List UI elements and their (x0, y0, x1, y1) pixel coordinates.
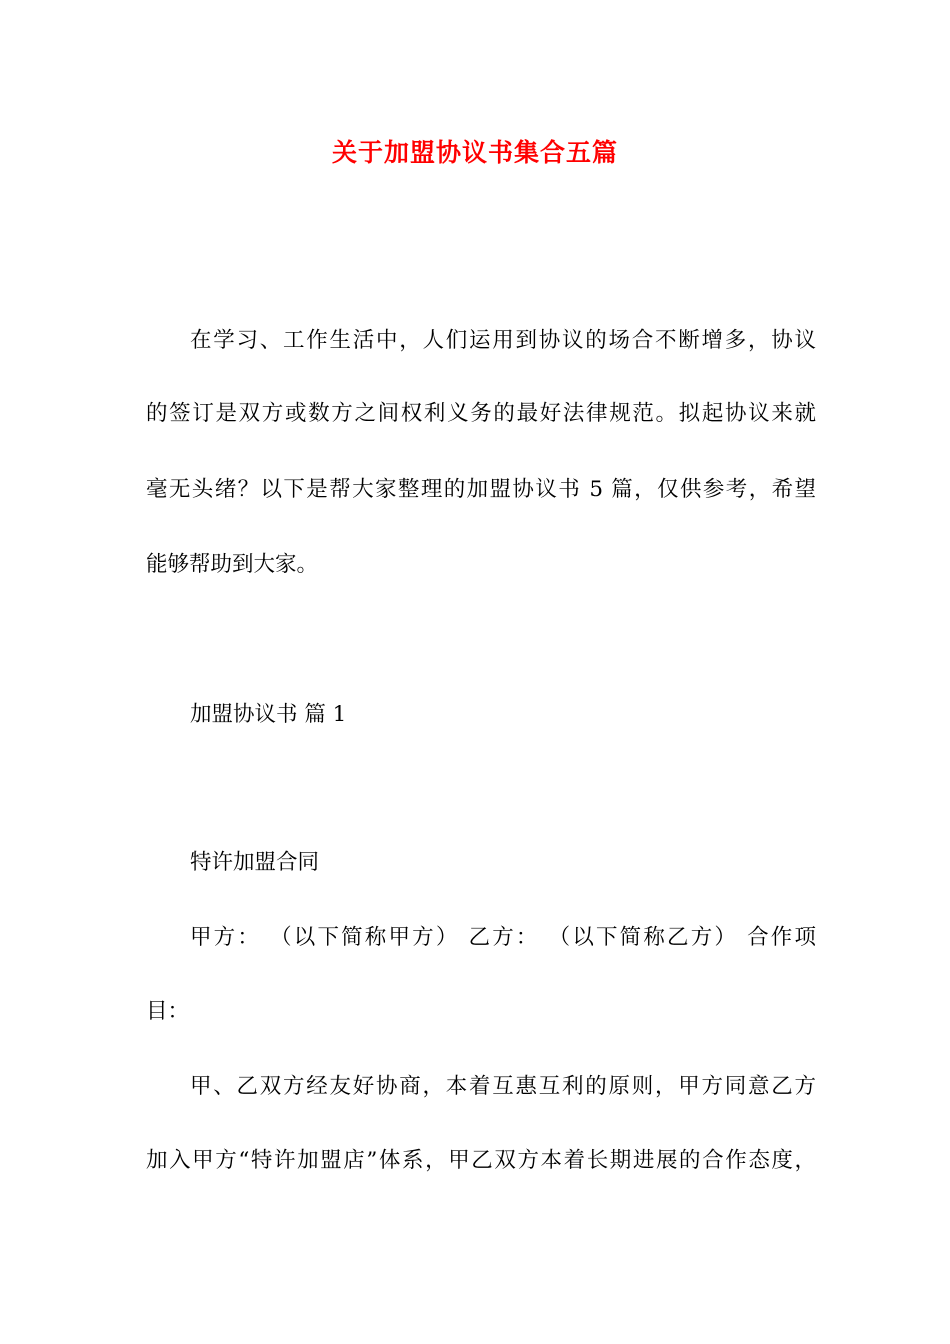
section-heading: 加盟协议书 篇 1 (190, 702, 347, 727)
body-line-1: 甲、乙双方经友好协商，本着互惠互利的原则，甲方同意乙方 (190, 1074, 816, 1099)
body-line-2: 加入甲方“特许加盟店”体系，甲乙双方本着长期进展的合作态度， (146, 1148, 816, 1173)
intro-line-2: 的签订是双方或数方之间权利义务的最好法律规范。拟起协议来就 (146, 401, 816, 426)
contract-title: 特许加盟合同 (190, 850, 320, 875)
parties-line-1: 甲方： （以下简称甲方） 乙方： （以下简称乙方） 合作项 (190, 925, 816, 950)
intro-line-4: 能够帮助到大家。 (146, 552, 319, 577)
intro-line-3: 毫无头绪？以下是帮大家整理的加盟协议书 5 篇，仅供参考，希望 (146, 477, 816, 502)
intro-line-1: 在学习、工作生活中，人们运用到协议的场合不断增多，协议 (190, 328, 816, 353)
document-title: 关于加盟协议书集合五篇 (331, 138, 618, 167)
parties-line-2: 目： (146, 999, 190, 1024)
